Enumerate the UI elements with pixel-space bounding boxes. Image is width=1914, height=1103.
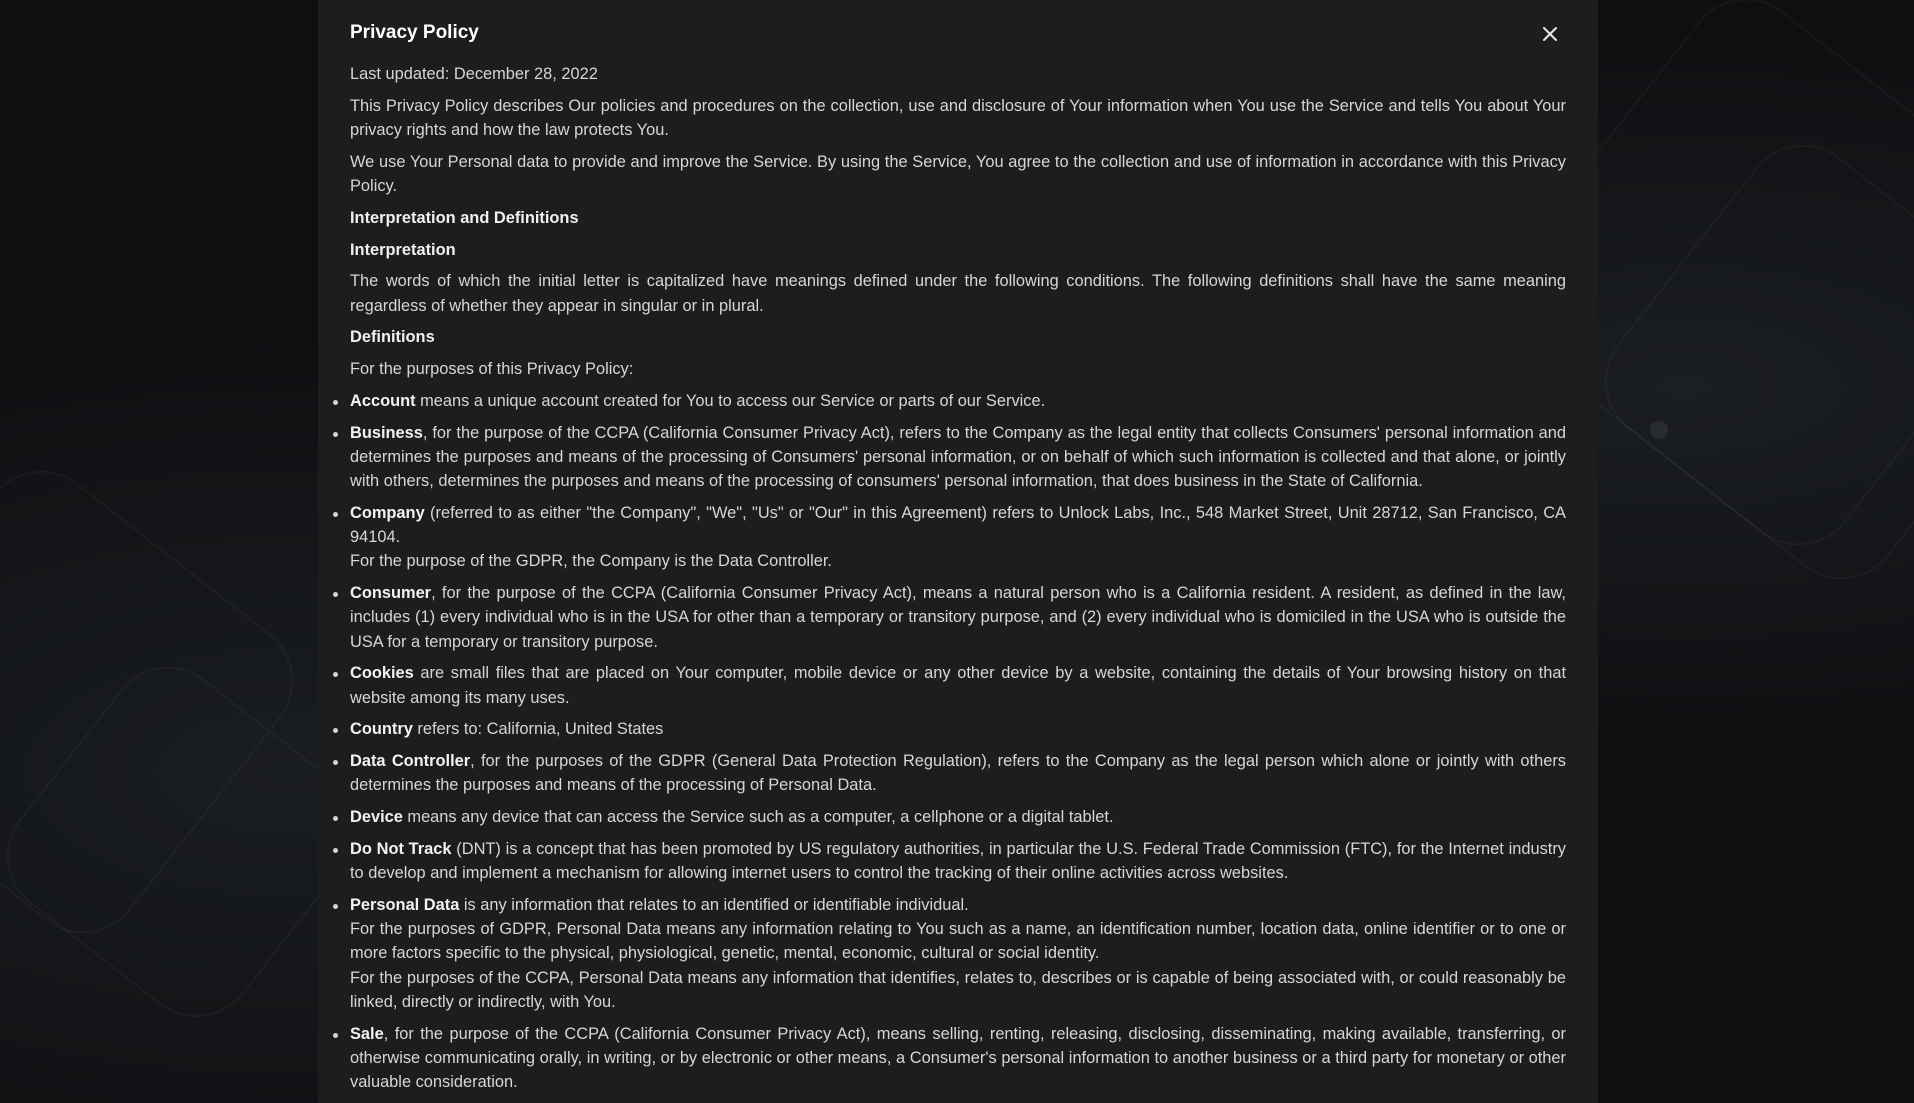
definition-text: (referred to as either "the Company", "We", "Us" or "Our" in this Agreement) refers to Unlock Labs, Inc., 548 Market Street, Unit 28712, San Francisco, CA 94104. xyxy=(350,503,1566,547)
definition-term: Personal Data xyxy=(350,895,460,914)
definition-text: refers to: California, United States xyxy=(412,720,664,739)
intro-paragraph: This Privacy Policy describes Our policies and procedures on the collection, use and disclosure of Your information when You use the Service and tells You about Your privacy rights and how the law protects You. xyxy=(350,96,1566,139)
definition-text: means any device that can access the Service such as a computer, a cellphone or a digital tablet. xyxy=(402,808,1114,827)
close-button[interactable] xyxy=(1538,22,1562,46)
interpretation-paragraph: The words of which the initial letter is capitalized have meanings defined under the following conditions. The following definitions shall have the same meaning regardless of whether they appear in singular or in plural. xyxy=(350,272,1566,315)
definition-extra: For the purposes of the CCPA, Personal Data means any information that identifies, relates to, describes or is capable of being associated with, or could reasonably be linked, directly or indirectly, with You. xyxy=(350,968,1566,1011)
last-updated: Last updated: December 28, 2022 xyxy=(350,65,598,83)
privacy-policy-modal xyxy=(318,0,1598,1103)
definition-extra: For the purposes of GDPR, Personal Data means any information relating to You such as a name, an identification number, location data, online identifier or to one or more factors specific to the physical, physiological, genetic, mental, economic, cultural or social identity. xyxy=(350,920,1566,963)
definition-item xyxy=(350,805,1566,829)
definition-term: Business xyxy=(350,423,423,442)
definition-text: , for the purpose of the CCPA (California Consumer Privacy Act), refers to the Company as the legal entity that collects Consumers' personal information and determines the purposes and means of the processing of Consumers' personal information, or on behalf of which such information is collected and that alone, or jointly with others, determines the purposes and means of the processing of consumers' personal information, that does business in the State of California. xyxy=(350,423,1566,491)
definition-term: Country xyxy=(350,720,413,739)
definition-term: Sale xyxy=(350,1024,384,1043)
modal-title: Privacy Policy xyxy=(350,22,479,43)
definition-term: Company xyxy=(350,503,425,522)
definition-item xyxy=(350,837,1566,885)
background-dot xyxy=(1650,421,1668,439)
intro-paragraph: We use Your Personal data to provide and improve the Service. By using the Service, You agree to the collection and use of information in accordance with this Privacy Policy. xyxy=(350,152,1566,195)
definition-item xyxy=(350,389,1566,413)
definitions-intro: For the purposes of this Privacy Policy: xyxy=(350,360,634,379)
definition-term: Cookies xyxy=(350,664,414,683)
definition-text: , for the purposes of the GDPR (General Data Protection Regulation), refers to the Company as the legal person which alone or jointly with others determines the purposes and means of the processing of Personal Data. xyxy=(350,752,1566,795)
definition-item xyxy=(350,581,1566,654)
definition-item xyxy=(350,893,1566,1014)
definition-term: Consumer xyxy=(350,584,432,603)
definition-item xyxy=(350,501,1566,574)
policy-content[interactable] xyxy=(350,62,1566,1102)
definition-term: Device xyxy=(350,808,403,827)
definition-term: Do Not Track xyxy=(350,839,452,858)
subsection-heading: Definitions xyxy=(350,328,435,347)
definition-term: Account xyxy=(350,391,416,410)
close-icon xyxy=(1538,22,1562,46)
definition-term: Data Controller xyxy=(350,752,471,771)
definitions-list xyxy=(350,389,1566,1094)
definition-text: , for the purpose of the CCPA (California Consumer Privacy Act), means a natural person who is a California resident. A resident, as defined in the law, includes (1) every individual who is in the USA for other than a temporary or transitory purpose, and (2) every individual who is domiciled in the USA who is outside the USA for a temporary or transitory purpose. xyxy=(350,584,1566,651)
modal-header xyxy=(350,18,1566,50)
definition-item xyxy=(350,421,1566,494)
definition-text: , for the purpose of the CCPA (California Consumer Privacy Act), means selling, renting, releasing, disclosing, disseminating, making available, transferring, or otherwise communicating orally, in writing, or by electronic or other means, a Consumer's personal information to another business or a third party for monetary or other valuable consideration. xyxy=(350,1024,1566,1091)
definition-text: means a unique account created for You to access our Service or parts of our Service. xyxy=(415,391,1046,410)
definition-item xyxy=(350,717,1566,741)
definition-text: (DNT) is a concept that has been promoted by US regulatory authorities, in particular the U.S. Federal Trade Commission (FTC), for the Internet industry to develop and implement a mechanism for allowing internet users to control the tracking of their online activities across websites. xyxy=(350,839,1566,883)
definition-item xyxy=(350,661,1566,709)
definition-item xyxy=(350,749,1566,797)
subsection-heading: Interpretation xyxy=(350,240,456,259)
definition-text: is any information that relates to an identified or identifiable individual. xyxy=(459,895,969,914)
definition-extra: For the purpose of the GDPR, the Company is the Data Controller. xyxy=(350,552,832,571)
definition-text: are small files that are placed on Your computer, mobile device or any other device by a website, containing the details of Your browsing history on that website among its many uses. xyxy=(350,664,1566,707)
section-heading: Interpretation and Definitions xyxy=(350,208,579,227)
definition-item xyxy=(350,1022,1566,1095)
